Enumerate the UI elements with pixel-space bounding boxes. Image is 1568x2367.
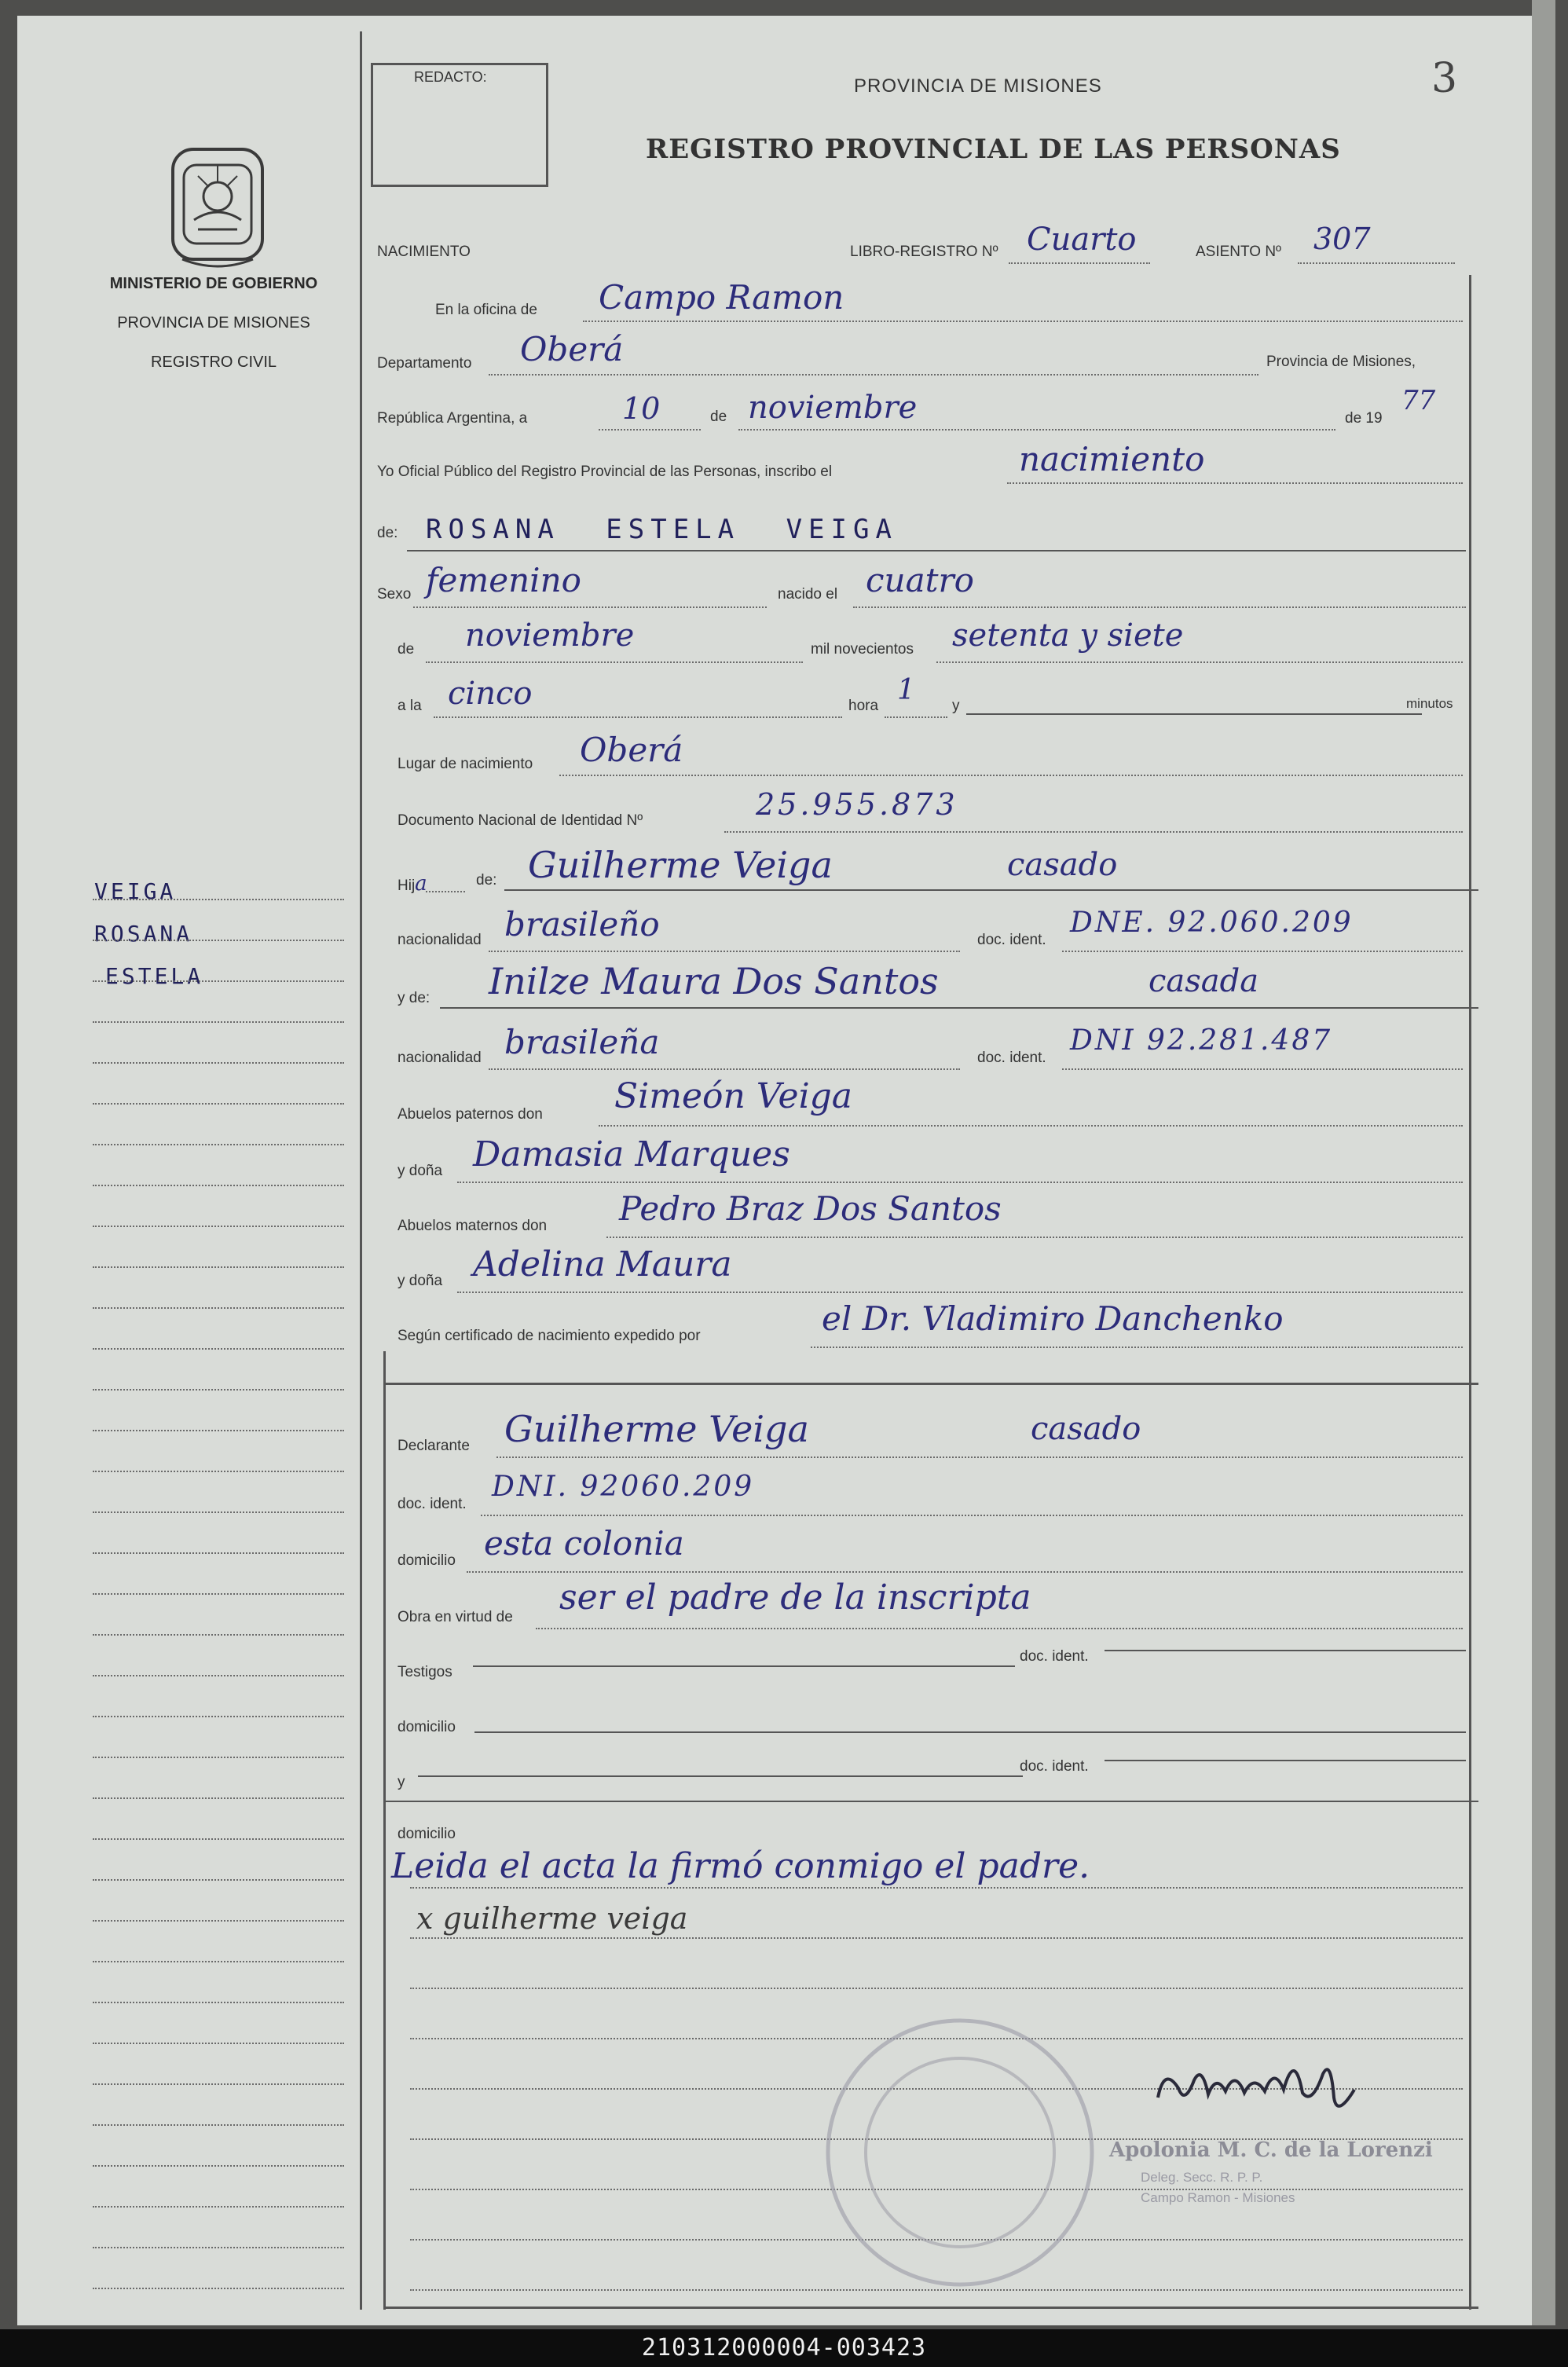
- margin-rule: [93, 2165, 344, 2167]
- padre-estado: casado: [1007, 847, 1118, 883]
- sexo-value: femenino: [426, 561, 581, 599]
- cert-value: el Dr. Vladimiro Danchenko: [822, 1299, 1284, 1338]
- nacimiento-label: NACIMIENTO: [377, 244, 471, 260]
- madre-value: Inilze Maura Dos Santos: [489, 960, 939, 1002]
- dia-value: 10: [622, 391, 661, 426]
- notes-rule: [410, 1937, 1463, 1939]
- domicilio3-label: domicilio: [397, 1826, 456, 1842]
- margin-rule: [93, 1961, 344, 1962]
- margin-rule: [93, 1675, 344, 1676]
- oficial-label: Yo Oficial Público del Registro Provincial de las Personas, inscribo el: [377, 464, 833, 480]
- y-label: y: [952, 698, 960, 714]
- margin-rule: [93, 2002, 344, 2003]
- nac2-label: nacionalidad: [397, 1050, 482, 1066]
- signature: [1149, 2043, 1376, 2129]
- de-label: de: [710, 409, 727, 425]
- ala-label: a la: [397, 698, 422, 714]
- y2-label: y: [397, 1774, 405, 1790]
- decl-domicilio-label: domicilio: [397, 1552, 456, 1569]
- doc3-label: doc. ident.: [1020, 1648, 1089, 1665]
- margin-rule: [93, 1185, 344, 1186]
- abm-value: Pedro Braz Dos Santos: [619, 1189, 1002, 1228]
- anio-label: de 19: [1345, 410, 1383, 427]
- departamento-line: [489, 374, 1258, 376]
- margin-rule: [93, 1307, 344, 1309]
- obra-line: [536, 1628, 1463, 1629]
- decl-doc-line: [481, 1515, 1463, 1516]
- nacido-line: [853, 606, 1466, 608]
- y2-line: [418, 1775, 1023, 1777]
- mes-nac-line: [426, 661, 803, 663]
- nac1-line: [489, 951, 960, 952]
- doc2-line: [1062, 1068, 1463, 1070]
- nac1-label: nacionalidad: [397, 932, 482, 948]
- dni-value: 25.955.873: [756, 787, 958, 822]
- ala-line: [434, 716, 842, 718]
- hora-value: 1: [897, 674, 915, 706]
- margin-rule: [93, 1021, 344, 1023]
- coat-of-arms-seal: [159, 141, 277, 275]
- abm-label: Abuelos maternos don: [397, 1218, 548, 1234]
- image-id-footer: 210312000004-003423: [0, 2329, 1568, 2367]
- margin-rule: [93, 1144, 344, 1145]
- registry-round-seal: [819, 2011, 1101, 2294]
- margin-rule: [93, 2288, 344, 2289]
- oficial-value: nacimiento: [1019, 440, 1205, 478]
- decl-doc-value: DNI. 92060.209: [492, 1471, 755, 1503]
- mes-line: [738, 429, 1335, 431]
- margin-rule: [93, 1797, 344, 1799]
- departamento-value: Oberá: [520, 330, 624, 368]
- ministry-heading: MINISTERIO DE GOBIERNO: [109, 275, 318, 292]
- sexo-line: [413, 606, 767, 608]
- nombre-value: ROSANA ESTELA VEIGA: [426, 514, 898, 545]
- anio-value: 77: [1401, 385, 1436, 416]
- margin-rule: [93, 1838, 344, 1840]
- margin-rule: [93, 1062, 344, 1064]
- madre-estado: casada: [1149, 963, 1259, 999]
- notes-rule: [410, 1988, 1463, 1989]
- mes-value: noviembre: [748, 390, 918, 426]
- declarante-value: Guilherme Veiga: [504, 1408, 809, 1450]
- margin-rule: [93, 1716, 344, 1717]
- departamento-label: Departamento: [377, 355, 472, 372]
- doc2-label: doc. ident.: [977, 1050, 1046, 1066]
- padre-underline: [504, 889, 1478, 891]
- abp2-value: Damasia Marques: [473, 1134, 790, 1174]
- asiento-label: ASIENTO Nº: [1196, 244, 1281, 260]
- doc1-label: doc. ident.: [977, 932, 1046, 948]
- margin-rule: [93, 1593, 344, 1595]
- testigos-line: [473, 1665, 1015, 1667]
- hijo-dots: [426, 891, 465, 892]
- doc4-line: [1105, 1760, 1466, 1761]
- margin-rule: [93, 2206, 344, 2208]
- libro-line: [1009, 262, 1150, 264]
- margin-rule: [93, 2247, 344, 2248]
- margin-rule: [93, 1226, 344, 1227]
- oficina-value: Campo Ramon: [599, 278, 844, 317]
- asiento-line: [1298, 262, 1455, 264]
- asiento-value: 307: [1313, 222, 1371, 256]
- abp2-line: [457, 1182, 1463, 1183]
- stamp-line2: Deleg. Secc. R. P. P.: [1141, 2170, 1263, 2185]
- hijo-prefix: Hij: [397, 878, 416, 894]
- lugar-label: Lugar de nacimiento: [397, 756, 533, 772]
- nombre-underline: [407, 550, 1466, 551]
- minutos-label: minutos: [1406, 696, 1453, 711]
- stamp-line3: Campo Ramon - Misiones: [1141, 2190, 1295, 2205]
- doc2-value: DNI 92.281.487: [1070, 1024, 1333, 1057]
- padre-value: Guilherme Veiga: [528, 844, 833, 886]
- anio-nac-value: setenta y siete: [952, 617, 1184, 654]
- margin-rule: [93, 1879, 344, 1881]
- nacido-value: cuatro: [866, 561, 974, 599]
- declarante-estado: casado: [1031, 1411, 1141, 1447]
- de2-label: de:: [377, 525, 398, 541]
- binding-edge: [1532, 0, 1555, 2325]
- margin-rule: [93, 1471, 344, 1472]
- margin-surname: VEIGA: [94, 878, 177, 904]
- republica-label: República Argentina, a: [377, 410, 528, 427]
- nacido-label: nacido el: [778, 586, 838, 603]
- declarante-label: Declarante: [397, 1438, 470, 1454]
- minutos-line: [966, 713, 1422, 715]
- domicilio2-label: domicilio: [397, 1719, 456, 1735]
- doc3-line: [1105, 1650, 1466, 1651]
- oficina-line: [583, 321, 1463, 322]
- anio-nac-line: [936, 661, 1463, 663]
- madre-underline: [440, 1007, 1478, 1009]
- doc1-line: [1062, 951, 1463, 952]
- margin-rule: [93, 2124, 344, 2126]
- nac2-line: [489, 1068, 960, 1070]
- notes-rule: [410, 1887, 1463, 1889]
- oficial-line: [1007, 482, 1463, 484]
- decl-domicilio-value: esta colonia: [484, 1524, 684, 1563]
- dia-line: [599, 429, 701, 431]
- yde-label: y de:: [397, 990, 430, 1006]
- lugar-value: Oberá: [580, 731, 683, 769]
- provincia-label: Provincia de Misiones,: [1266, 354, 1416, 370]
- margin-rule: [93, 1348, 344, 1350]
- margin-rule: [93, 1103, 344, 1105]
- margin-rule: [93, 980, 344, 982]
- lugar-line: [559, 775, 1463, 776]
- page-title: REGISTRO PROVINCIAL DE LAS PERSONAS: [646, 134, 1341, 165]
- frame-left-border: [360, 31, 362, 2310]
- header-province: PROVINCIA DE MISIONES: [854, 75, 1102, 97]
- frame-right-border: [1469, 275, 1471, 2310]
- margin-rule: [93, 940, 344, 941]
- hijo-de-label: de:: [476, 872, 497, 889]
- decl-doc-label: doc. ident.: [397, 1496, 467, 1512]
- notes-line1: Leida el acta la firmó conmigo el padre.: [391, 1846, 1090, 1886]
- abm2-value: Adelina Maura: [473, 1244, 732, 1284]
- page-number: 3: [1431, 55, 1458, 102]
- de3-label: de: [397, 641, 415, 658]
- abp-value: Simeón Veiga: [614, 1076, 853, 1116]
- libro-label: LIBRO-REGISTRO Nº: [850, 244, 998, 260]
- margin-middlename: ESTELA: [105, 963, 204, 989]
- hora-label: hora: [848, 698, 879, 714]
- margin-rule: [93, 1389, 344, 1391]
- abm-line: [606, 1237, 1463, 1238]
- margin-rule: [93, 2083, 344, 2085]
- left-province: PROVINCIA DE MISIONES: [117, 314, 310, 332]
- dni-line: [724, 831, 1463, 833]
- domicilio2-line: [474, 1731, 1466, 1733]
- hijo-label: [397, 872, 427, 896]
- redacto-label: REDACTO:: [414, 69, 487, 85]
- dni-label: Documento Nacional de Identidad Nº: [397, 812, 643, 829]
- left-registry: REGISTRO CIVIL: [150, 354, 277, 371]
- ydona2-label: y doña: [397, 1273, 443, 1289]
- section-separator: [383, 1383, 1478, 1385]
- obra-value: ser el padre de la inscripta: [559, 1577, 1031, 1618]
- sexo-label: Sexo: [377, 586, 412, 603]
- declarante-line: [496, 1456, 1463, 1458]
- margin-rule: [93, 1430, 344, 1431]
- doc4-label: doc. ident.: [1020, 1758, 1089, 1775]
- notes-separator: [383, 1801, 1478, 1802]
- hijo-suffix: a: [415, 872, 427, 896]
- mil-label: mil novecientos: [811, 641, 914, 658]
- cert-line: [811, 1347, 1463, 1348]
- libro-value: Cuarto: [1027, 222, 1137, 258]
- nac2-value: brasileña: [504, 1023, 660, 1061]
- decl-domicilio-line: [467, 1571, 1463, 1573]
- margin-rule: [93, 1511, 344, 1513]
- abm2-line: [457, 1292, 1463, 1293]
- margin-rule: [93, 899, 344, 900]
- doc1-value: DNE. 92.060.209: [1070, 907, 1354, 939]
- margin-rule: [93, 1634, 344, 1636]
- ala-value: cinco: [448, 676, 533, 712]
- notes-line2: x guilherme veiga: [416, 1901, 688, 1936]
- cert-label: Según certificado de nacimiento expedido por: [397, 1328, 701, 1344]
- document-page: [17, 16, 1554, 2325]
- hora-line: [885, 716, 947, 718]
- abp-label: Abuelos paternos don: [397, 1106, 543, 1123]
- margin-rule: [93, 1266, 344, 1268]
- margin-rule: [93, 1920, 344, 1922]
- obra-label: Obra en virtud de: [397, 1609, 513, 1625]
- margin-rule: [93, 2043, 344, 2044]
- margin-firstname: ROSANA: [94, 921, 193, 947]
- testigos-label: Testigos: [397, 1664, 452, 1680]
- abp-line: [599, 1125, 1463, 1127]
- margin-rule: [93, 1757, 344, 1758]
- ydona1-label: y doña: [397, 1163, 443, 1179]
- mes-nac-value: noviembre: [465, 617, 635, 654]
- nac1-value: brasileño: [504, 905, 660, 944]
- frame-bottom-border: [383, 2307, 1478, 2309]
- frame-inner-border: [383, 1351, 386, 2310]
- oficina-label: En la oficina de: [435, 302, 537, 318]
- margin-rule: [93, 1552, 344, 1554]
- stamp-name: Apolonia M. C. de la Lorenzi: [1109, 2138, 1433, 2162]
